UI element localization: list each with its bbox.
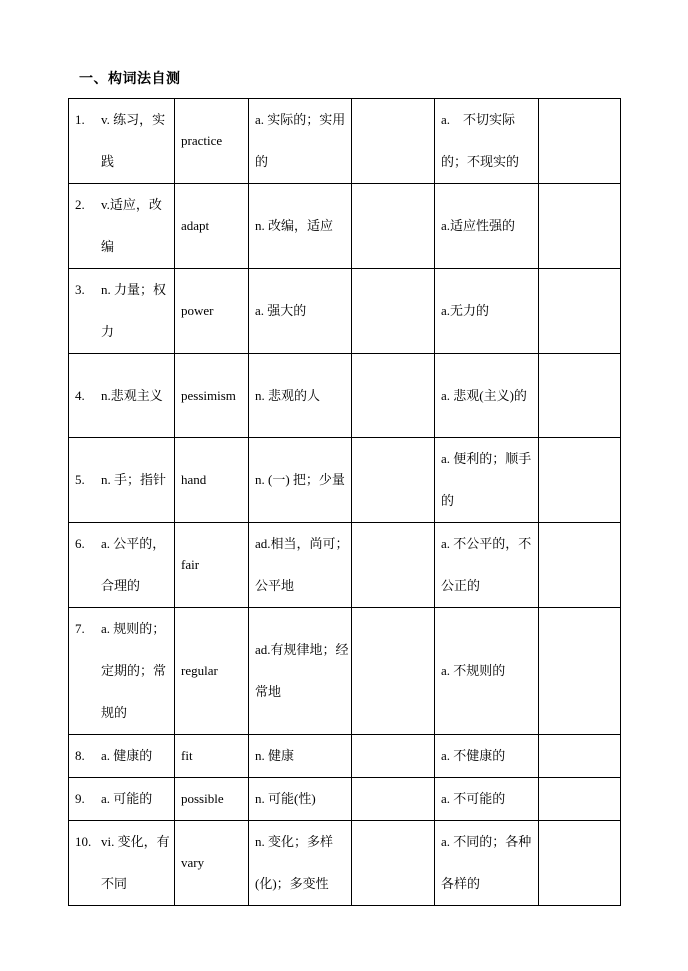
table-row (69, 269, 621, 354)
answer-blank-2[interactable] (539, 354, 621, 438)
base-meaning-cell (69, 821, 175, 906)
row-number: 4. (75, 387, 85, 403)
derived-meaning-2: a. 不公平的，不公正的 (435, 523, 539, 608)
vocab-table (68, 98, 621, 906)
base-meaning: n. 力量；权力 (101, 282, 167, 339)
answer-blank-1[interactable] (352, 269, 435, 354)
base-word: hand (175, 438, 249, 523)
base-word: fit (175, 735, 249, 778)
answer-blank-1[interactable] (352, 523, 435, 608)
derived-meaning-2: a. 不可能的 (435, 778, 539, 821)
answer-blank-2[interactable] (539, 778, 621, 821)
base-meaning: v.适应，改编 (101, 197, 162, 254)
table-row (69, 821, 621, 906)
answer-blank-2[interactable] (539, 99, 621, 184)
base-meaning: a. 规则的；定期的；常规的 (101, 621, 167, 720)
derived-meaning-1: n. (一) 把；少量 (249, 438, 352, 523)
answer-blank-2[interactable] (539, 269, 621, 354)
base-meaning-cell (69, 269, 175, 354)
derived-meaning-1: n. 悲观的人 (249, 354, 352, 438)
derived-meaning-2: a. 不切实际的；不现实的 (435, 99, 539, 184)
derived-meaning-1: n. 可能(性) (249, 778, 352, 821)
base-meaning: vi. 变化，有不同 (101, 834, 170, 891)
base-meaning: v. 练习，实践 (101, 112, 166, 169)
answer-blank-1[interactable] (352, 778, 435, 821)
derived-meaning-1: ad.有规律地；经常地 (249, 608, 352, 735)
table-row (69, 184, 621, 269)
base-meaning-cell (69, 778, 175, 821)
table-row (69, 778, 621, 821)
row-number: 7. (75, 621, 85, 636)
base-word: regular (175, 608, 249, 735)
row-number: 5. (75, 472, 85, 487)
answer-blank-2[interactable] (539, 821, 621, 906)
base-meaning-cell (69, 354, 175, 438)
base-word: fair (175, 523, 249, 608)
base-meaning: a. 公平的，合理的 (101, 536, 166, 593)
answer-blank-1[interactable] (352, 821, 435, 906)
derived-meaning-1: a. 实际的；实用的 (249, 99, 352, 184)
answer-blank-1[interactable] (352, 354, 435, 438)
answer-blank-2[interactable] (539, 523, 621, 608)
row-number: 3. (75, 282, 85, 297)
base-word: vary (175, 821, 249, 906)
derived-meaning-2: a. 便利的；顺手的 (435, 438, 539, 523)
answer-blank-2[interactable] (539, 438, 621, 523)
base-word: practice (175, 99, 249, 184)
row-number: 8. (75, 748, 85, 763)
answer-blank-1[interactable] (352, 99, 435, 184)
base-meaning-cell (69, 608, 175, 735)
row-number: 2. (75, 197, 85, 212)
answer-blank-1[interactable] (352, 438, 435, 523)
row-number: 10. (75, 834, 92, 849)
derived-meaning-1: ad.相当，尚可；公平地 (249, 523, 352, 608)
answer-blank-2[interactable] (539, 184, 621, 269)
base-meaning-cell (69, 99, 175, 184)
base-meaning: a. 可能的 (101, 791, 153, 806)
base-meaning-cell (69, 184, 175, 269)
answer-blank-1[interactable] (352, 735, 435, 778)
answer-blank-2[interactable] (539, 608, 621, 735)
derived-meaning-2: a.适应性强的 (435, 184, 539, 269)
base-word: adapt (175, 184, 249, 269)
base-meaning-cell (69, 523, 175, 608)
derived-meaning-2: a. 不健康的 (435, 735, 539, 778)
section-title: 一、构词法自测 (79, 71, 181, 87)
table-row (69, 354, 621, 438)
table-row (69, 523, 621, 608)
table-row (69, 608, 621, 735)
base-word: pessimism (175, 354, 249, 438)
base-meaning: n.悲观主义 (101, 387, 163, 403)
base-meaning: n. 手；指针 (101, 472, 167, 487)
base-word: power (175, 269, 249, 354)
table-row (69, 438, 621, 523)
derived-meaning-2: a. 不规则的 (435, 608, 539, 735)
table-row (69, 735, 621, 778)
derived-meaning-1: n. 变化；多样(化)；多变性 (249, 821, 352, 906)
row-number: 1. (75, 112, 85, 127)
derived-meaning-1: n. 改编，适应 (249, 184, 352, 269)
row-number: 6. (75, 536, 85, 551)
table-row (69, 99, 621, 184)
base-word: possible (175, 778, 249, 821)
base-meaning: a. 健康的 (101, 748, 153, 763)
answer-blank-1[interactable] (352, 184, 435, 269)
row-number: 9. (75, 791, 85, 806)
answer-blank-2[interactable] (539, 735, 621, 778)
derived-meaning-2: a. 悲观(主义)的 (435, 354, 539, 438)
base-meaning-cell (69, 735, 175, 778)
derived-meaning-2: a. 不同的；各种各样的 (435, 821, 539, 906)
derived-meaning-2: a.无力的 (435, 269, 539, 354)
derived-meaning-1: a. 强大的 (249, 269, 352, 354)
base-meaning-cell (69, 438, 175, 523)
derived-meaning-1: n. 健康 (249, 735, 352, 778)
answer-blank-1[interactable] (352, 608, 435, 735)
